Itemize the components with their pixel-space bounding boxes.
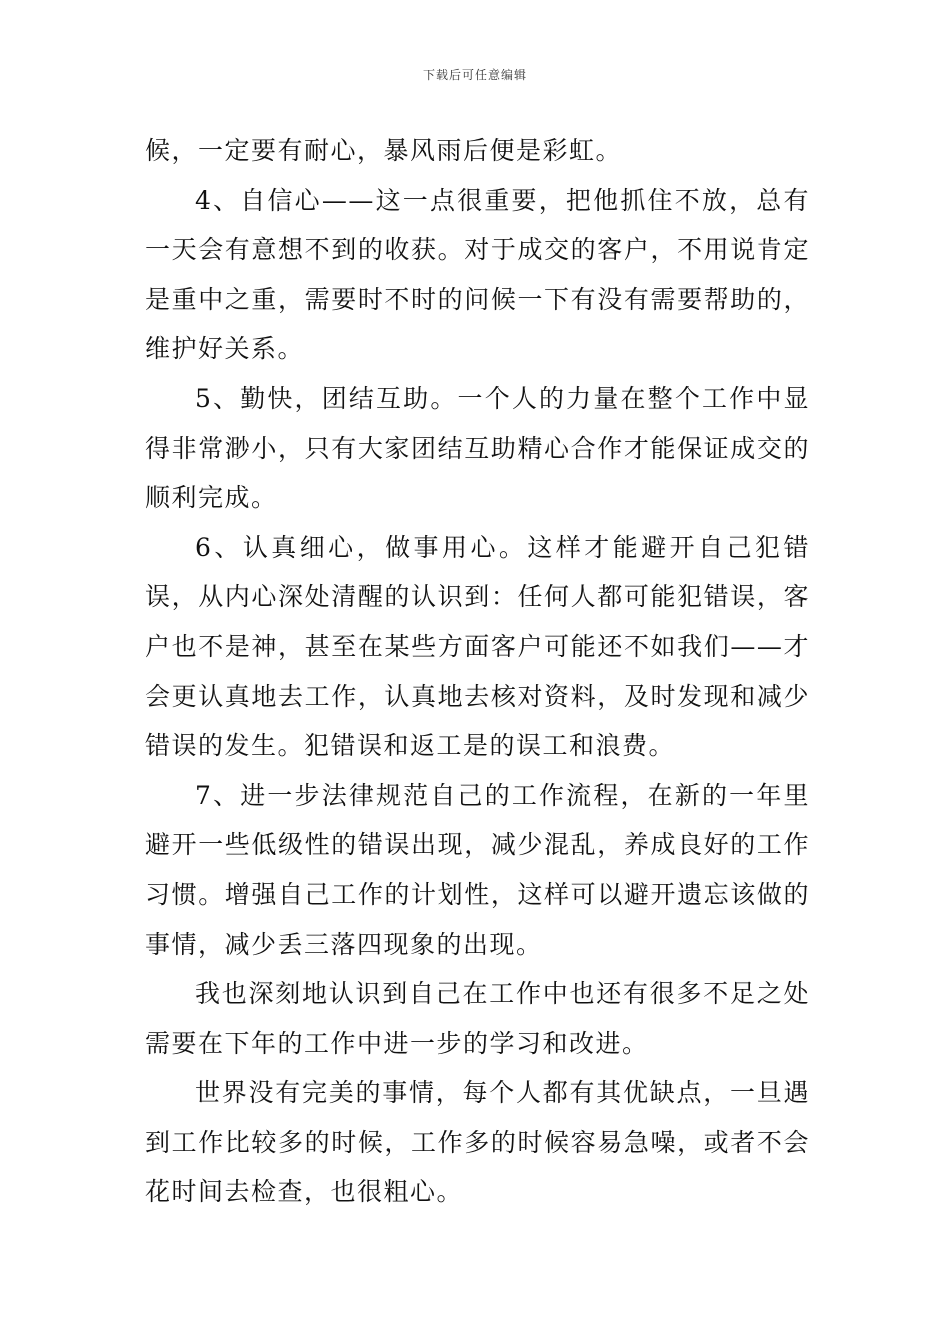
paragraph-item-6: 6、认真细心，做事用心。这样才能避开自己犯错误，从内心深处清醒的认识到：任何人都可能犯错误，客户也不是神，甚至在某些方面客户可能还不如我们——才会更认真地去工作，认真地去核对资料，及时发现和减少错误的发生。犯错误和返工是的误工和浪费。 [145,532,810,761]
paragraph-item-5: 5、勤快，团结互助。一个人的力量在整个工作中显得非常渺小，只有大家团结互助精心合作才能保证成交的顺利完成。 [145,383,810,513]
paragraph-shortcomings: 世界没有完美的事情，每个人都有其优缺点，一旦遇到工作比较多的时候，工作多的时候容易急噪，或者不会花时间去检查，也很粗心。 [145,1078,810,1207]
paragraph-continuation: 候，一定要有耐心，暴风雨后便是彩虹。 [145,136,623,165]
paragraph-reflection: 我也深刻地认识到自己在工作中也还有很多不足之处需要在下年的工作中进一步的学习和改进。 [145,979,810,1058]
paragraph-item-4: 4、自信心——这一点很重要，把他抓住不放，总有一天会有意想不到的收获。对于成交的客户，不用说肯定是重中之重，需要时不时的问候一下有没有需要帮助的，维护好关系。 [145,185,810,364]
header-note: 下载后可任意编辑 [422,68,527,82]
document-body [145,126,810,1217]
paragraph-item-7: 7、进一步法律规范自己的工作流程，在新的一年里避开一些低级性的错误出现，减少混乱，养成良好的工作习惯。增强自己工作的计划性，这样可以避开遗忘该做的事情，减少丢三落四现象的出现。 [145,780,810,959]
